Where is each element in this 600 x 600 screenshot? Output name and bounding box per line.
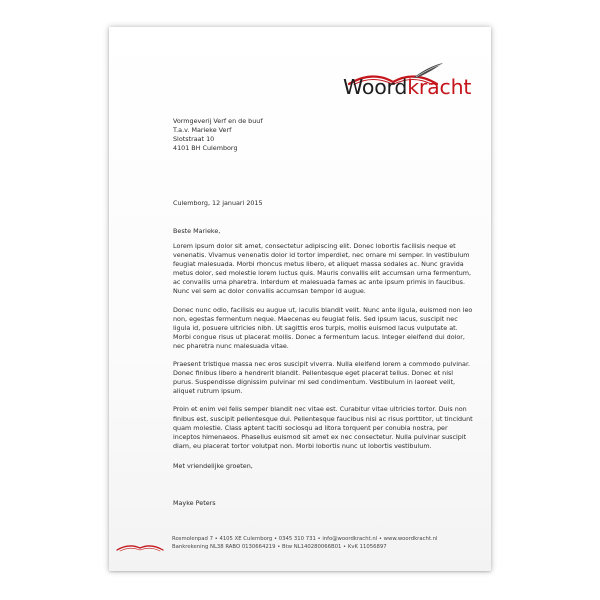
- salutation: Beste Marieke,: [173, 227, 221, 235]
- recipient-line: Slotstraat 10: [173, 135, 215, 144]
- signature-name: Mayke Peters: [173, 499, 216, 507]
- closing-line: Met vriendelijke groeten,: [173, 462, 253, 470]
- recipient-line: Vormgeverij Verf en de buuf: [173, 117, 263, 125]
- footer-book-icon: [115, 541, 167, 553]
- recipient-line: 4101 BH Culemborg: [173, 144, 238, 153]
- letter-body: [173, 242, 473, 460]
- letter-page: [109, 27, 491, 571]
- brand-name-part2: kracht: [407, 75, 472, 99]
- brand-name-part1: Woord: [343, 75, 408, 99]
- brand-wordmark: [343, 76, 471, 98]
- brand-logo: [336, 61, 476, 101]
- body-paragraph: Donec nunc odio, facilisis eu augue ut, iaculis blandit velit. Nunc ante ligula, euismod non leo non, egestas fermentum neque. Maecenas eu feugiat felis. Sed ipsum lacus, suscipit nec ligula id, posuere ultricies nibh. Ut sagittis eros turpis, mollis euismod lacus vulputate at. Morbi congue risus ut placerat mollis. Donec a fermentum lacus. Integer eleifend dui dolor, nec pharetra nunc malesuada vitae.: [173, 305, 473, 350]
- recipient-line: T.a.v. Marieke Verf: [173, 126, 232, 135]
- footer-bank-line: Bankrekening NL38 RABO 0130664219 • Btw NL140280066B01 • KvK 11056897: [172, 544, 387, 550]
- recipient-address: [173, 117, 473, 153]
- body-paragraph: Praesent tristique massa nec eros suscipit viverra. Nulla eleifend lorem a commodo pulvinar. Donec finibus libero a hendrerit blandit. Pellentesque eget placerat tellus. Donec et nisl purus. Suspendisse dignissim pulvinar mi sed condimentum. Vestibulum in laoreet velit, aliquet rutrum ipsum.: [173, 360, 471, 396]
- letter-date: Culemborg, 12 januari 2015: [173, 199, 263, 207]
- footer-contact: [172, 535, 437, 551]
- body-paragraph: Proin et enim vel felis semper blandit nec vitae est. Curabitur vitae ultricies tortor. Duis non finibus est, suscipit pellentesque dui. Pellentesque faucibus nisi ac risus porttitor, ut tincidunt quam molestie. Class aptent taciti sociosqu ad litora torquent per conubia nostra, per inceptos himenaeos. Phasellus euismod sit amet ex nec consectetur. Nulla pulvinar suscipit diam, eu placerat tortor volutpat non. Morbi lobortis nunc ut lobortis vestibulum.: [173, 405, 473, 450]
- body-paragraph: Lorem ipsum dolor sit amet, consectetur adipiscing elit. Donec lobortis facilisis neque et venenatis. Vivamus venenatis dolor id tortor imperdiet, nec ornare mi semper. In vestibulum feugiat malesuada. Morbi rhoncus metus libero, et aliquet massa sodales ac. Nunc gravida metus dolor, sed molestie lorem luctus quis. Mauris convallis elit accumsan urna fermentum, ac convallis urna pharetra. Interdum et malesuada fames ac ante ipsum primis in faucibus. Nunc vel sem ac dolor convallis accumsan tempor id augue.: [173, 242, 472, 296]
- footer-address-line: Rosmolenpad 7 • 4105 XE Culemborg • 0345 310 731 • info@woordkracht.nl • www.woordkracht.nl: [172, 536, 438, 542]
- letter-footer: [109, 535, 491, 565]
